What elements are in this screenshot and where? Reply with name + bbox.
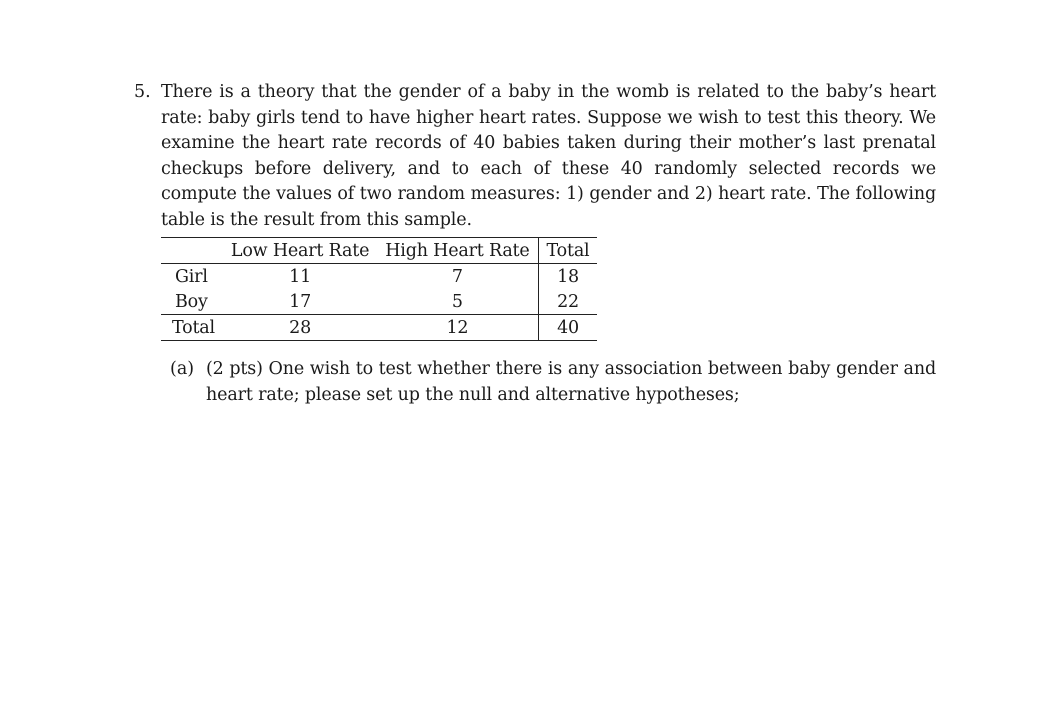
header-empty-cell [161, 238, 223, 264]
table-row-boy [161, 289, 597, 315]
problem-statement: There is a theory that the gender of a baby in the womb is related to the baby’s heart rate: baby girls tend to have higher heart rates. Suppose we wish to test this theory. We examine the heart rate records of 40 babies taken during their mother’s last prenatal checkups before delivery, and to each of these 40 randomly selected records we compute the values of two random measures: 1) gender and 2) heart rate. The following table is the result from this sample. [161, 82, 936, 230]
contingency-table [161, 237, 597, 341]
cell-girl-low: 11 [289, 266, 312, 287]
cell-total-low: 28 [223, 315, 377, 341]
table-header-row [161, 238, 597, 264]
row-label-boy: Boy [175, 291, 208, 312]
table-row-total [161, 315, 597, 341]
problem-5 [134, 80, 936, 408]
cell-grand-total: 40 [538, 315, 597, 341]
row-label-total: Total [161, 315, 223, 341]
cell-girl-total: 18 [538, 264, 597, 290]
header-total: Total [538, 238, 597, 264]
cell-boy-high: 5 [451, 291, 463, 312]
part-a-text: (2 pts) One wish to test whether there is any association between baby gender and heart rate; please set up the null and alternative hypotheses; [206, 359, 936, 405]
problem-number: 5. [134, 82, 151, 102]
part-a-label: (a) [170, 359, 195, 379]
cell-boy-low: 17 [289, 291, 312, 312]
cell-boy-total: 22 [538, 289, 597, 315]
table-row-girl [161, 264, 597, 290]
header-low-heart-rate: Low Heart Rate [223, 238, 377, 264]
row-label-girl: Girl [175, 266, 208, 287]
header-high-heart-rate: High Heart Rate [377, 238, 538, 264]
part-a [170, 357, 936, 408]
cell-total-high: 12 [377, 315, 538, 341]
cell-girl-high: 7 [451, 266, 463, 287]
